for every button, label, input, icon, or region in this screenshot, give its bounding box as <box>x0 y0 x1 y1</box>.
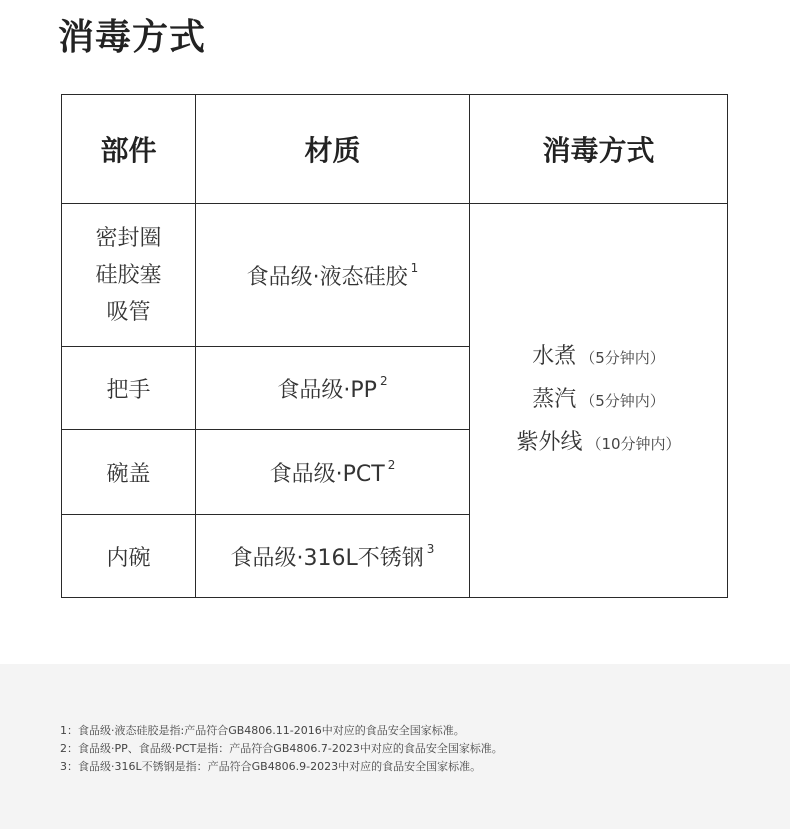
method-duration: （10分钟内） <box>586 435 681 453</box>
part-name: 硅胶塞 <box>95 262 162 288</box>
method-item <box>470 379 727 422</box>
method-name: 蒸汽 <box>532 387 577 412</box>
part-name: 密封圈 <box>95 225 162 251</box>
disinfection-table <box>61 94 728 598</box>
method-item <box>470 336 727 379</box>
footnote-item: 2：食品级·PP、食品级·PCT是指：产品符合GB4806.7-2023中对应的食品安全国家标准。 <box>60 742 503 755</box>
material-cell <box>196 515 470 598</box>
part-name: 碗盖 <box>106 461 151 487</box>
material-name: 食品级·PP <box>277 377 377 403</box>
part-cell <box>62 430 196 515</box>
table-header-row <box>62 95 728 204</box>
method-name: 水煮 <box>532 344 577 369</box>
material-cell <box>196 430 470 515</box>
footnotes-panel <box>0 664 790 829</box>
method-item <box>470 422 727 465</box>
part-name: 吸管 <box>106 299 151 325</box>
page-title: 消毒方式 <box>58 17 207 58</box>
footnote-item: 1：食品级·液态硅胶是指:产品符合GB4806.11-2016中对应的食品安全国家标准。 <box>60 724 465 737</box>
material-name: 食品级·PCT <box>269 461 385 487</box>
material-name: 食品级·液态硅胶 <box>246 264 408 290</box>
method-name: 紫外线 <box>516 430 583 455</box>
footnote-marker: 2 <box>379 373 388 388</box>
method-duration: （5分钟内） <box>580 392 665 410</box>
part-cell <box>62 347 196 430</box>
material-cell <box>196 204 470 347</box>
footnote-item: 3：食品级·316L不锈钢是指：产品符合GB4806.9-2023中对应的食品安全国家标准。 <box>60 760 482 773</box>
header-material: 材质 <box>196 95 470 204</box>
material-cell <box>196 347 470 430</box>
footnote-marker: 2 <box>387 457 396 472</box>
header-part: 部件 <box>62 95 196 204</box>
material-name: 食品级·316L不锈钢 <box>230 545 424 571</box>
part-name: 把手 <box>106 377 151 403</box>
header-method: 消毒方式 <box>470 95 728 204</box>
method-duration: （5分钟内） <box>580 349 665 367</box>
footnote-marker: 3 <box>426 541 435 556</box>
table-row <box>62 204 728 347</box>
part-cell <box>62 204 196 347</box>
part-name: 内碗 <box>106 545 151 571</box>
method-cell <box>470 204 728 598</box>
footnote-list <box>60 722 503 776</box>
footnote-marker: 1 <box>410 260 419 275</box>
part-cell <box>62 515 196 598</box>
